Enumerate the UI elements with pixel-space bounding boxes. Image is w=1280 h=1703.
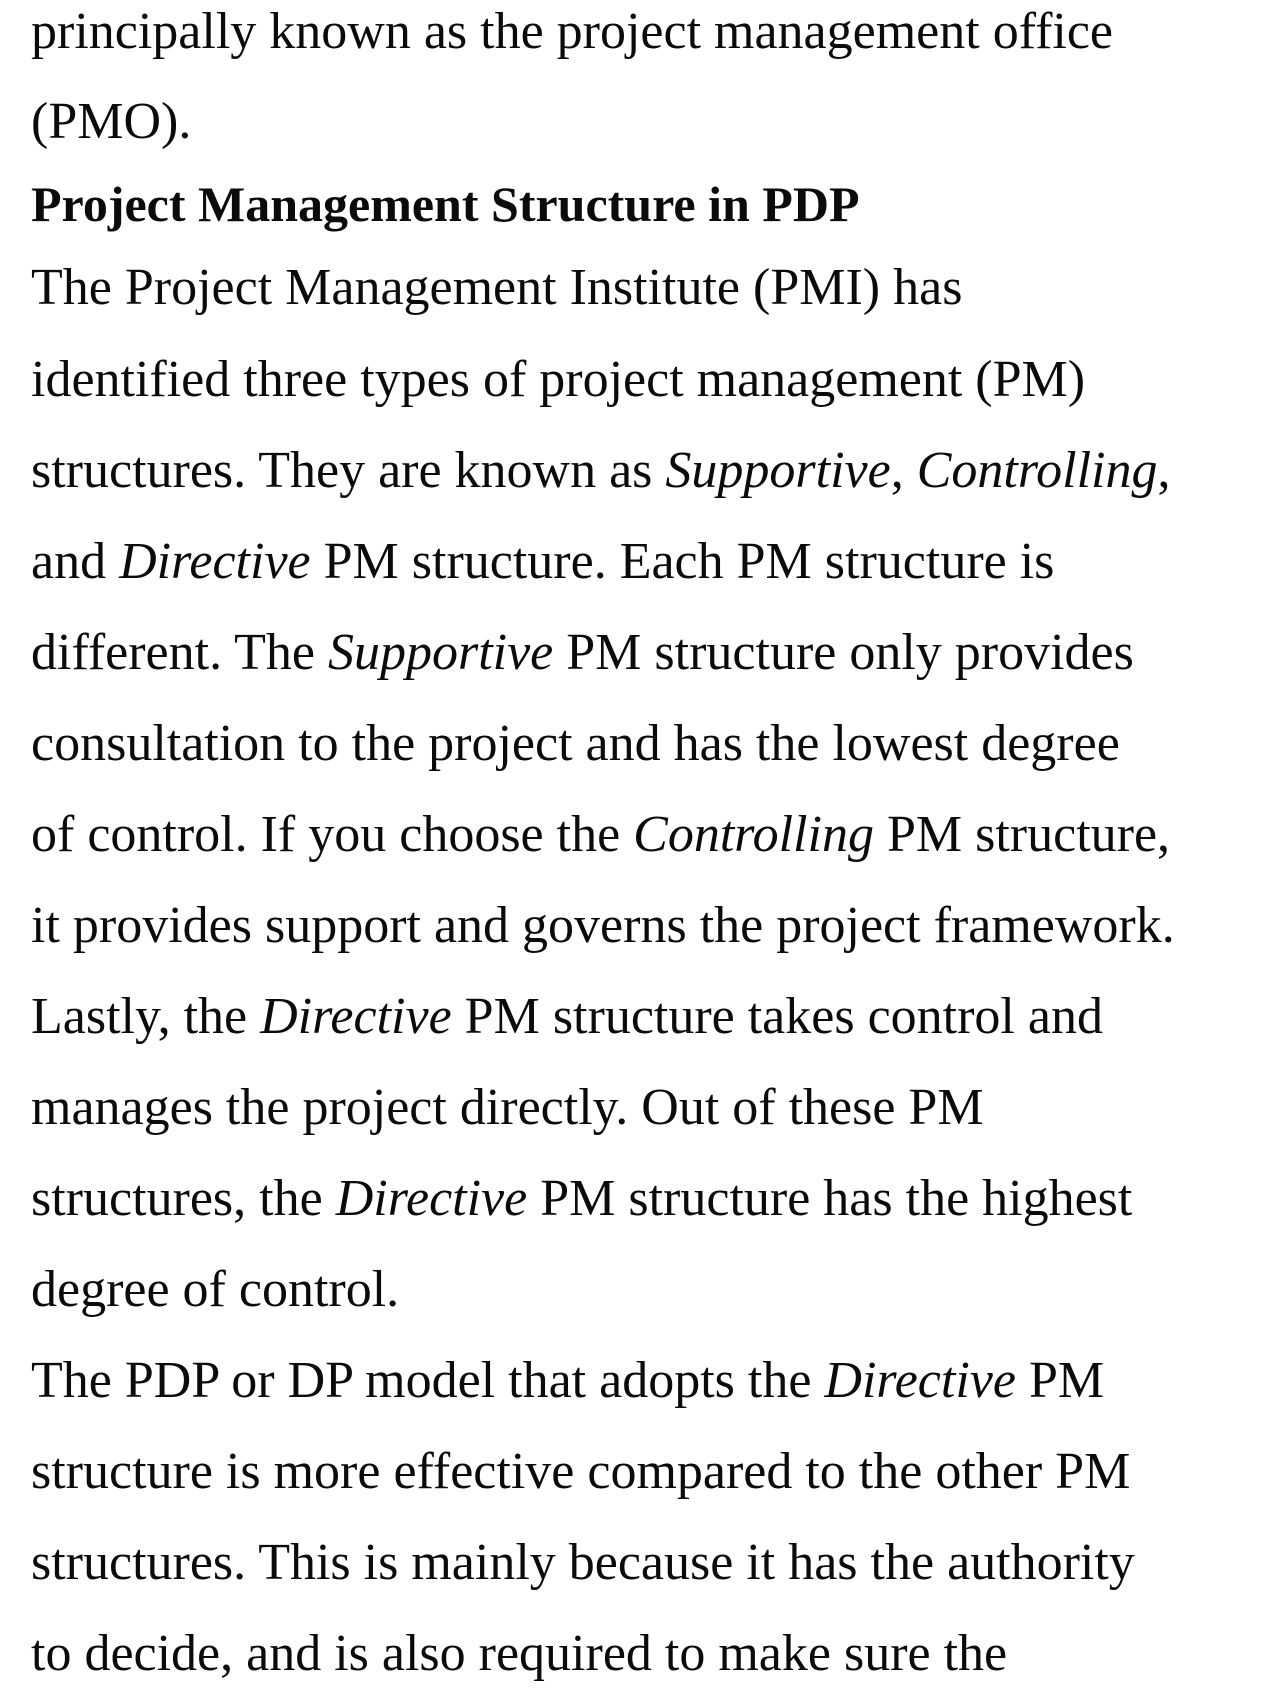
- text-segment: PM structure only provides: [553, 624, 1134, 681]
- italic-term: Supportive: [665, 442, 891, 499]
- text-line: [31, 1624, 1007, 1684]
- italic-term: Directive: [260, 988, 452, 1045]
- text-segment: PM structure takes control and: [451, 988, 1103, 1045]
- text-line: [31, 1533, 1135, 1593]
- text-segment: to decide, and is also required to make sure the: [31, 1625, 1008, 1682]
- text-line: [31, 623, 1134, 683]
- text-segment: degree of control.: [31, 1261, 400, 1318]
- text-segment: consultation to the project and has the lowest degree: [31, 715, 1120, 772]
- text-line: [31, 1351, 1104, 1411]
- text-segment: PM structure has the highest: [527, 1170, 1133, 1227]
- italic-term: Supportive: [327, 624, 554, 681]
- text-segment: PM structure. Each PM structure is: [310, 533, 1055, 590]
- text-segment: Lastly, the: [31, 988, 261, 1045]
- text-line: [31, 896, 1175, 956]
- text-segment: The Project Management Institute (PMI) has: [31, 259, 963, 316]
- text-segment: The PDP or DP model that adopts the: [31, 1352, 825, 1409]
- text-segment: of control. If you choose the: [31, 806, 634, 863]
- intro-line-2: (PMO).: [31, 93, 192, 150]
- text-segment: PM structure,: [873, 806, 1171, 863]
- text-segment: identified three types of project management (PM): [31, 351, 1086, 408]
- text-line: [31, 1169, 1132, 1229]
- italic-term: Directive: [119, 533, 311, 590]
- text-line: [31, 714, 1120, 774]
- intro-line-1: principally known as the project management office: [31, 3, 1113, 60]
- italic-term: Controlling: [916, 442, 1158, 499]
- text-line: [31, 987, 1103, 1047]
- text-segment: ,: [890, 442, 917, 499]
- italic-term: Directive: [335, 1170, 528, 1227]
- text-segment: structure is more effective compared to the other PM: [31, 1443, 1131, 1500]
- text-segment: PM: [1015, 1352, 1105, 1409]
- italic-term: Directive: [824, 1352, 1016, 1409]
- text-line: [31, 532, 1054, 592]
- text-segment: ,: [1157, 442, 1171, 499]
- text-line: [31, 441, 1171, 501]
- text-line: [31, 258, 962, 318]
- text-segment: structures, the: [31, 1170, 336, 1227]
- text-segment: structures. This is mainly because it has the authority: [31, 1534, 1135, 1591]
- text-line: [31, 805, 1170, 865]
- text-segment: it provides support and governs the project framework.: [31, 897, 1175, 954]
- text-segment: and: [31, 533, 120, 590]
- text-line: [31, 1260, 399, 1320]
- section-heading: Project Management Structure in PDP: [31, 176, 860, 232]
- text-segment: manages the project directly. Out of these PM: [31, 1079, 984, 1136]
- text-line: [31, 1442, 1130, 1502]
- text-line: [31, 1078, 984, 1138]
- text-segment: structures. They are known as: [31, 442, 666, 499]
- italic-term: Controlling: [633, 806, 874, 863]
- text-segment: different. The: [31, 624, 328, 681]
- text-line: [31, 350, 1085, 410]
